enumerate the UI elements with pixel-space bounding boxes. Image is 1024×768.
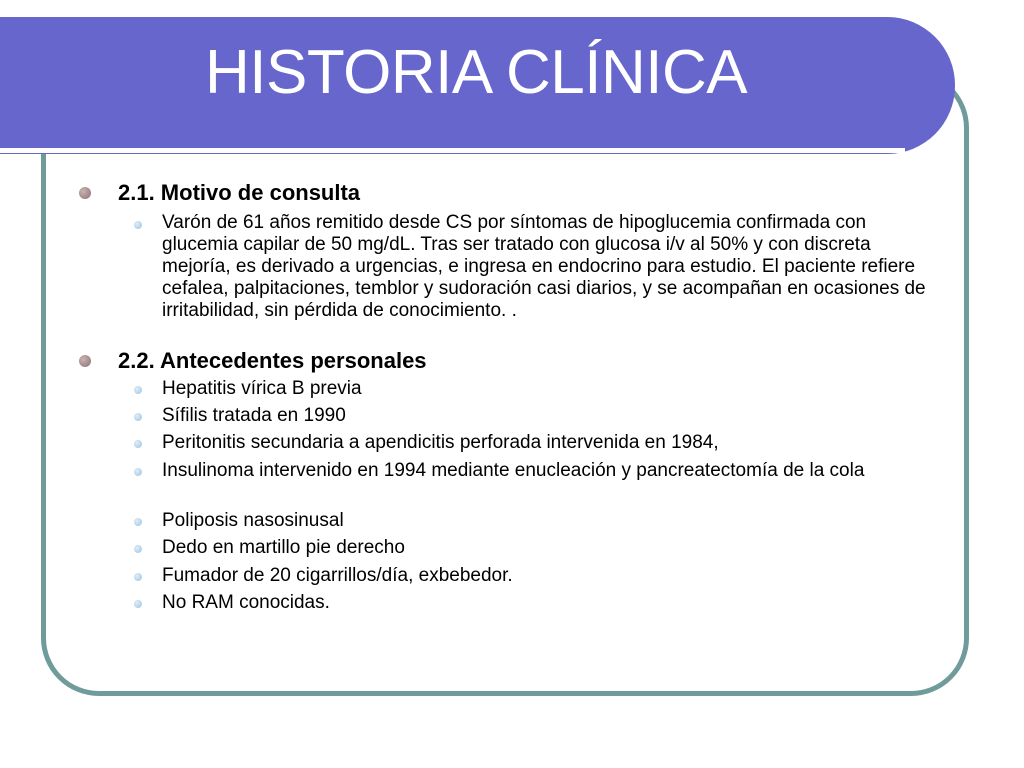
item-bullet-icon	[134, 545, 142, 553]
item-bullet-icon	[134, 221, 142, 229]
item-bullet-icon	[134, 600, 142, 608]
item-bullet-icon	[134, 386, 142, 394]
list-item: Hepatitis vírica B previa	[162, 378, 362, 399]
list-item: Poliposis nasosinusal	[162, 510, 344, 531]
section-heading-motivo: 2.1. Motivo de consulta	[118, 180, 361, 205]
item-bullet-icon	[134, 518, 142, 526]
list-item: Dedo en martillo pie derecho	[162, 537, 405, 558]
list-item: Sífilis tratada en 1990	[162, 405, 346, 426]
list-item: Fumador de 20 cigarrillos/día, exbebedor.	[162, 565, 513, 586]
list-item: Peritonitis secundaria a apendicitis perforada intervenida en 1984,	[162, 432, 719, 453]
section-bullet-icon	[79, 355, 91, 367]
section-bullet-icon	[79, 187, 91, 199]
list-item: Insulinoma intervenido en 1994 mediante enucleación y pancreatectomía de la cola	[162, 460, 865, 481]
item-bullet-icon	[134, 413, 142, 421]
section-heading-antecedentes: 2.2. Antecedentes personales	[118, 348, 427, 373]
slide-title: HISTORIA CLÍNICA	[205, 38, 748, 107]
item-bullet-icon	[134, 440, 142, 448]
list-item-motivo-description: Varón de 61 años remitido desde CS por síntomas de hipoglucemia confirmada con glucemia capilar de 50 mg/dL. Tras ser tratado con glucosa i/v al 50% y con discreta mejoría, es derivado a urgencias, e ingresa en endocrino para estudio. El paciente refiere cefalea, palpitaciones, temblor y sudoración casi diarios, y se acompañan en ocasiones de irritabilidad, sin pérdida de conocimiento. .	[162, 212, 926, 321]
item-bullet-icon	[134, 468, 142, 476]
list-item: No RAM conocidas.	[162, 592, 330, 613]
item-bullet-icon	[134, 573, 142, 581]
